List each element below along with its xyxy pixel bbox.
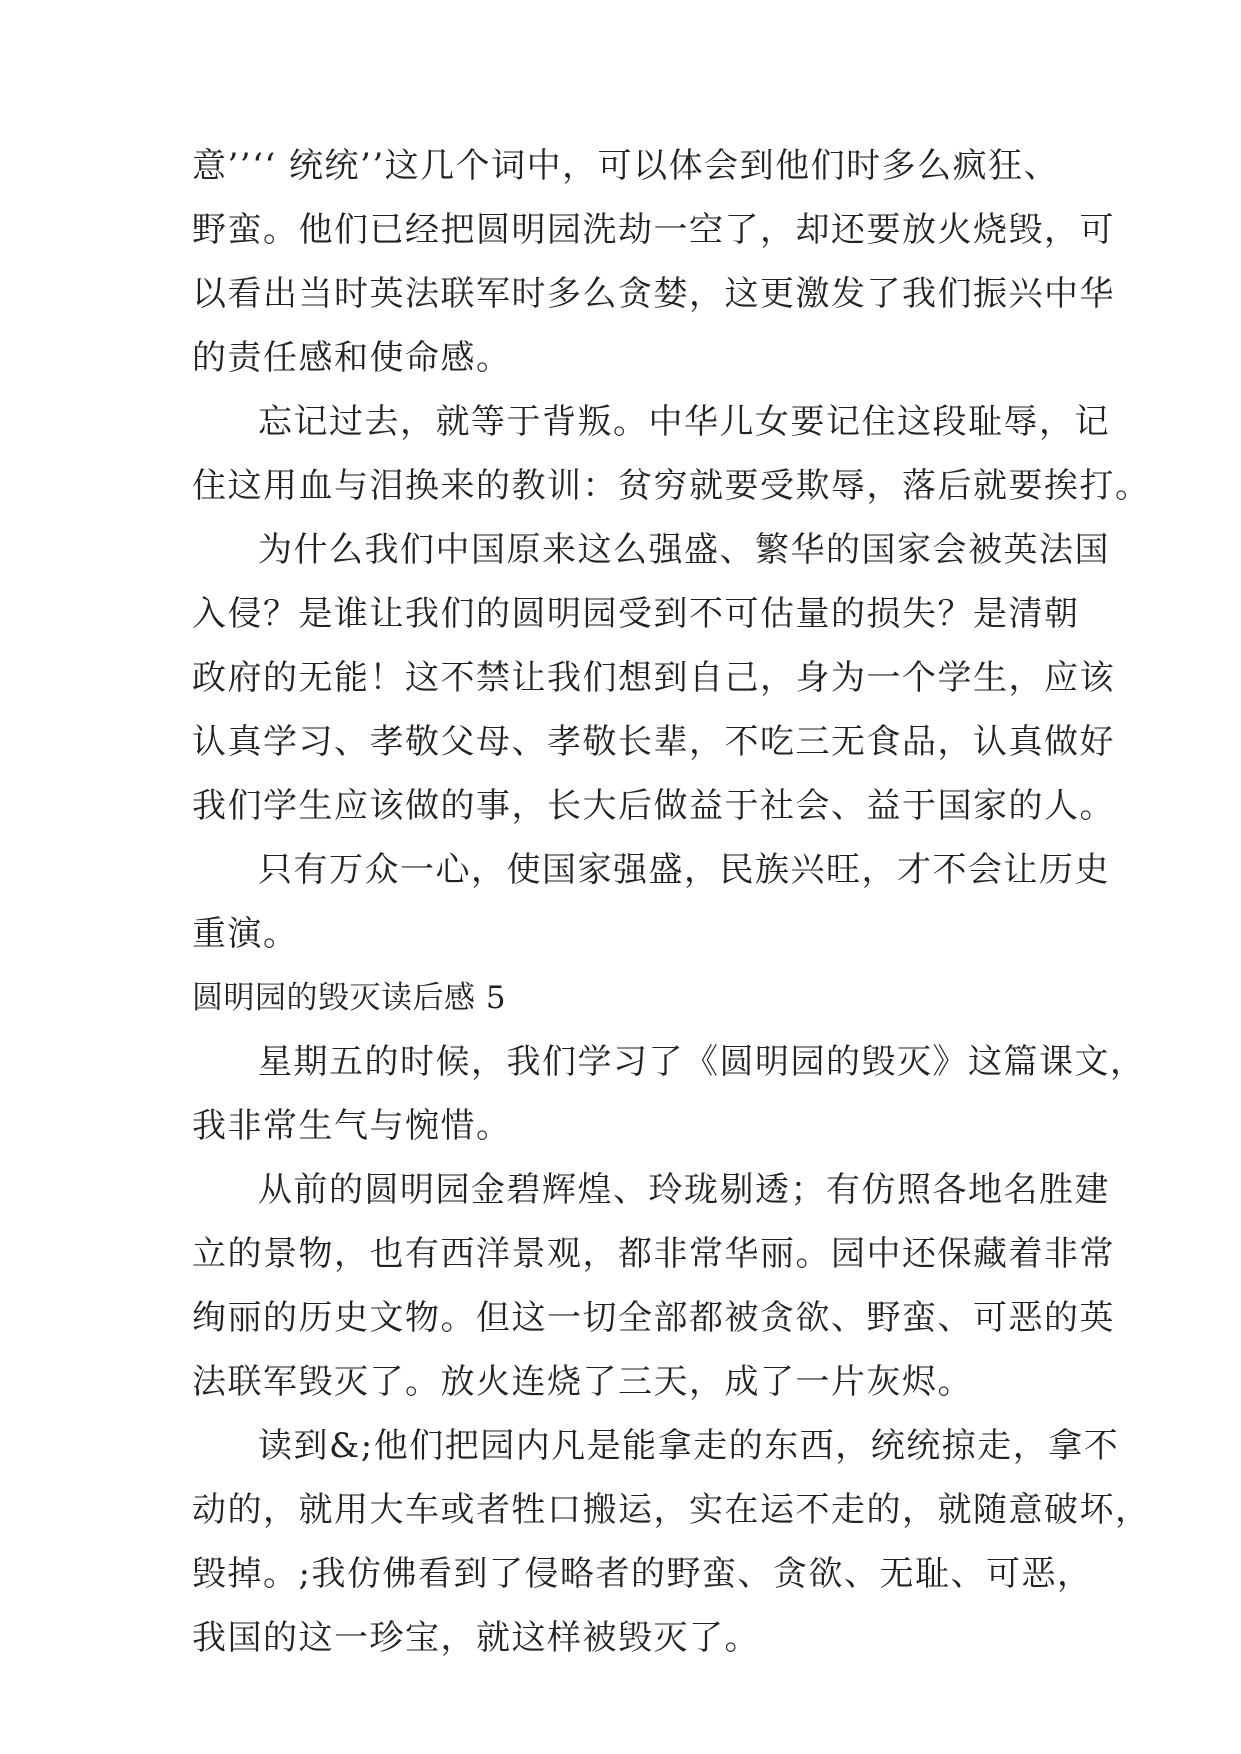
text-line: 动的，就用大车或者牲口搬运，实在运不走的，就随意破坏，	[192, 1490, 1151, 1530]
text-line: 野蛮。他们已经把圆明园洗劫一空了，却还要放火烧毁，可	[192, 210, 1115, 250]
text-line: 只有万众一心，使国家强盛，民族兴旺，才不会让历史	[258, 850, 1110, 890]
text-line: 重演。	[192, 914, 299, 954]
text-line: 从前的圆明园金碧辉煌、玲珑剔透；有仿照各地名胜建	[258, 1170, 1110, 1210]
text-line: 住这用血与泪换来的教训：贫穷就要受欺辱，落后就要挨打。	[192, 466, 1151, 506]
text-line: 绚丽的历史文物。但这一切全部都被贪欲、野蛮、可恶的英	[192, 1298, 1115, 1338]
text-line: 的责任感和使命感。	[192, 338, 512, 378]
text-line: 意’’‘‘ 统统’’这几个词中，可以体会到他们时多么疯狂、	[192, 146, 1060, 186]
text-line: 我非常生气与惋惜。	[192, 1106, 512, 1146]
text-line: 为什么我们中国原来这么强盛、繁华的国家会被英法国	[258, 530, 1110, 570]
text-line: 读到&;他们把园内凡是能拿走的东西，统统掠走，拿不	[258, 1426, 1120, 1466]
text-line: 忘记过去，就等于背叛。中华儿女要记住这段耻辱，记	[258, 402, 1110, 442]
text-line: 法联军毁灭了。放火连烧了三天，成了一片灰烬。	[192, 1362, 973, 1402]
text-line: 以看出当时英法联军时多么贪婪，这更激发了我们振兴中华	[192, 274, 1115, 314]
text-line: 认真学习、孝敬父母、孝敬长辈，不吃三无食品，认真做好	[192, 722, 1115, 762]
text-line: 我们学生应该做的事，长大后做益于社会、益于国家的人。	[192, 786, 1115, 826]
text-line: 政府的无能！这不禁让我们想到自己，身为一个学生，应该	[192, 658, 1115, 698]
section-heading: 圆明园的毁灭读后感 5	[192, 980, 507, 1016]
text-line: 入侵？是谁让我们的圆明园受到不可估量的损失？是清朝	[192, 594, 1080, 634]
text-line: 立的景物，也有西洋景观，都非常华丽。园中还保藏着非常	[192, 1234, 1115, 1274]
text-line: 星期五的时候，我们学习了《圆明园的毁灭》这篇课文，	[258, 1042, 1146, 1082]
text-line: 毁掉。;我仿佛看到了侵略者的野蛮、贪欲、无耻、可恶，	[192, 1554, 1093, 1594]
text-line: 我国的这一珍宝，就这样被毁灭了。	[192, 1618, 760, 1658]
